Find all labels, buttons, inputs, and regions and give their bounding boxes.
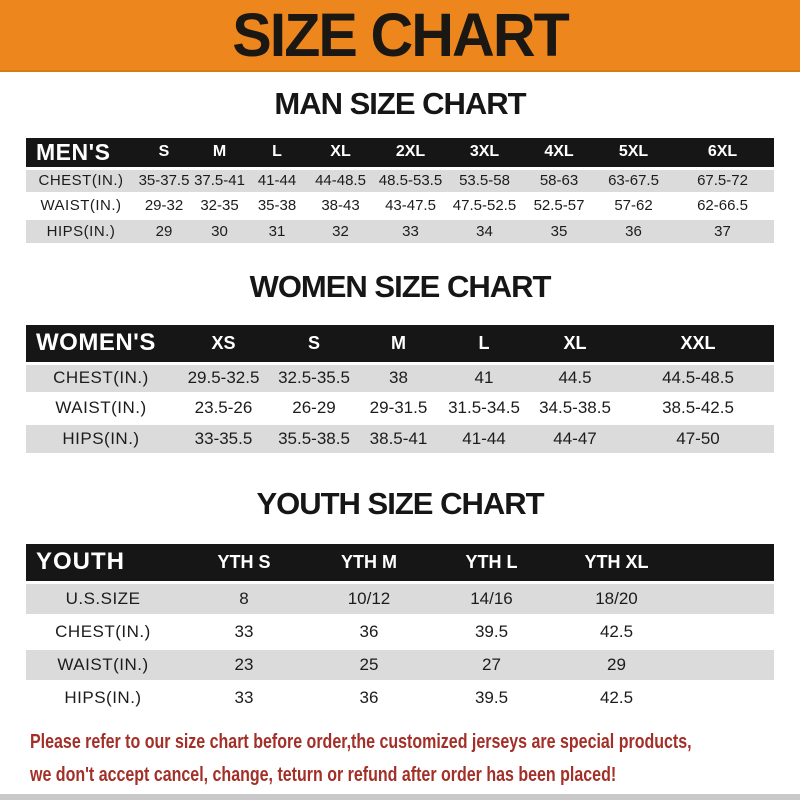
measurement-label: WAIST(IN.) [40, 197, 122, 214]
table-row [26, 423, 774, 453]
table-row [26, 582, 774, 615]
size-value-cell: 33 [234, 688, 254, 708]
size-value-cell: 36 [359, 688, 379, 708]
size-value-cell: 32.5-35.5 [278, 368, 350, 387]
size-value-cell: 14/16 [470, 588, 513, 608]
measurement-label: HIPS(IN.) [64, 688, 142, 708]
size-value-cell: 36 [359, 621, 379, 641]
size-column-header: XL [330, 143, 351, 161]
size-value-cell: 10/12 [347, 588, 391, 608]
size-value-cell: 43-47.5 [385, 197, 436, 214]
size-column-header: M [212, 143, 227, 161]
size-value-cell: 26-29 [292, 398, 336, 417]
size-value-cell: 39.5 [474, 621, 509, 641]
size-value-cell: 29.5-32.5 [187, 368, 260, 387]
size-column-header: YTH L [465, 551, 518, 572]
size-value-cell: 33-35.5 [194, 428, 253, 448]
size-column-header: S [307, 332, 320, 353]
size-value-cell: 29 [155, 222, 173, 240]
size-value-cell: 57-62 [614, 197, 653, 214]
size-value-cell: 37 [714, 222, 731, 240]
size-value-cell: 8 [239, 588, 249, 608]
disclaimer-text [30, 726, 782, 792]
women-size-table [26, 325, 774, 453]
size-value-cell: 37.5-41 [194, 172, 245, 189]
size-column-header: YTH XL [584, 551, 649, 572]
size-value-cell: 23 [234, 654, 254, 674]
size-column-header: XS [211, 332, 236, 353]
size-value-cell: 48.5-53.5 [378, 172, 443, 189]
size-value-cell: 29-31.5 [369, 398, 428, 417]
size-value-cell: 41-44 [462, 428, 506, 448]
measurement-label: CHEST(IN.) [53, 368, 149, 387]
table-row [26, 218, 774, 243]
size-value-cell: 62-66.5 [697, 197, 748, 214]
size-column-header: XL [563, 332, 587, 353]
size-value-cell [680, 648, 774, 681]
size-column-header: 3XL [469, 143, 500, 161]
youth-section-heading: YOUTH SIZE CHART [256, 486, 544, 521]
size-value-cell: 47-50 [676, 428, 720, 448]
size-value-cell: 18/20 [595, 588, 638, 608]
size-value-cell: 53.5-58 [459, 172, 510, 189]
size-value-cell: 39.5 [474, 688, 509, 708]
man-section-heading: MAN SIZE CHART [274, 86, 526, 121]
size-column-header: S [158, 143, 170, 161]
measurement-label: CHEST(IN.) [38, 172, 124, 189]
size-column-header: 5XL [618, 143, 649, 161]
size-value-cell: 23.5-26 [194, 398, 253, 417]
size-column-header: YTH M [341, 551, 397, 572]
size-value-cell: 30 [211, 222, 228, 240]
measurement-label: CHEST(IN.) [55, 621, 151, 641]
size-value-cell [680, 681, 774, 714]
size-value-cell: 42.5 [599, 621, 634, 641]
size-column-header: XXL [680, 332, 716, 353]
men-size-table [26, 138, 774, 243]
size-value-cell: 31 [268, 222, 286, 240]
size-value-cell: 31.5-34.5 [448, 398, 520, 417]
disclaimer-line-1: Please refer to our size chart before order,the customized jerseys are special products, [30, 731, 692, 753]
size-chart-banner [0, 0, 800, 72]
size-value-cell: 34.5-38.5 [539, 398, 611, 417]
measurement-label: HIPS(IN.) [62, 428, 140, 448]
size-value-cell: 44.5 [558, 368, 592, 387]
size-column-header: 2XL [395, 143, 426, 161]
size-value-cell: 25 [359, 654, 379, 674]
size-value-cell: 38-43 [321, 197, 360, 214]
size-value-cell: 27 [482, 654, 501, 674]
size-column-header: 6XL [707, 143, 738, 161]
size-value-cell: 44-47 [553, 428, 597, 448]
size-value-cell: 38.5-41 [369, 428, 428, 448]
table-header-row [26, 544, 774, 582]
table-row [26, 615, 774, 648]
table-corner-label: MEN'S [36, 138, 111, 165]
size-value-cell: 33 [402, 222, 419, 240]
table-row [26, 168, 774, 193]
size-value-cell: 44-48.5 [315, 172, 366, 189]
size-value-cell: 67.5-72 [697, 172, 748, 189]
size-value-cell: 34 [476, 222, 493, 240]
measurement-label: WAIST(IN.) [55, 398, 147, 417]
size-column-header [680, 544, 774, 582]
size-value-cell: 36 [625, 222, 642, 240]
size-value-cell: 29 [607, 654, 626, 674]
table-row [26, 393, 774, 423]
size-value-cell: 63-67.5 [608, 172, 659, 189]
table-row [26, 648, 774, 681]
size-value-cell: 38.5-42.5 [662, 398, 734, 417]
size-value-cell: 38 [389, 368, 408, 387]
table-header-row [26, 325, 774, 363]
table-row [26, 193, 774, 218]
size-column-header: YTH S [217, 551, 271, 572]
table-row [26, 681, 774, 714]
size-value-cell [680, 615, 774, 648]
size-value-cell: 33 [234, 621, 254, 641]
size-value-cell: 35-37.5 [138, 172, 190, 189]
size-value-cell: 32-35 [200, 197, 239, 214]
size-value-cell: 44.5-48.5 [662, 368, 734, 387]
size-column-header: 4XL [544, 143, 574, 161]
size-value-cell: 47.5-52.5 [452, 197, 517, 214]
size-value-cell: 32 [332, 222, 349, 240]
size-table [26, 544, 774, 714]
women-section-heading: WOMEN SIZE CHART [249, 269, 551, 304]
size-value-cell: 41 [474, 368, 494, 387]
size-column-header: L [478, 332, 490, 353]
size-value-cell: 58-63 [539, 172, 579, 189]
table-header-row [26, 138, 774, 168]
size-value-cell: 42.5 [599, 688, 634, 708]
measurement-label: WAIST(IN.) [57, 654, 149, 674]
size-column-header: L [272, 143, 282, 161]
banner-title: SIZE CHART [232, 1, 568, 69]
size-value-cell: 35.5-38.5 [278, 428, 350, 448]
size-value-cell: 41-44 [257, 172, 297, 189]
table-corner-label: WOMEN'S [36, 329, 156, 357]
disclaimer-line-2: we don't accept cancel, change, teturn or refund after order has been placed! [30, 764, 617, 786]
size-value-cell: 29-32 [144, 197, 184, 214]
table-corner-label: YOUTH [36, 548, 125, 576]
size-value-cell: 52.5-57 [533, 197, 585, 214]
measurement-label: HIPS(IN.) [46, 222, 116, 240]
size-value-cell: 35 [550, 222, 568, 240]
bottom-edge-strip [0, 794, 800, 800]
size-table [26, 138, 774, 243]
youth-size-table [26, 544, 774, 714]
size-value-cell [680, 582, 774, 615]
size-value-cell: 35-38 [257, 197, 297, 214]
size-table [26, 325, 774, 453]
size-column-header: M [391, 332, 406, 353]
table-row [26, 363, 774, 393]
measurement-label: U.S.SIZE [65, 588, 141, 608]
